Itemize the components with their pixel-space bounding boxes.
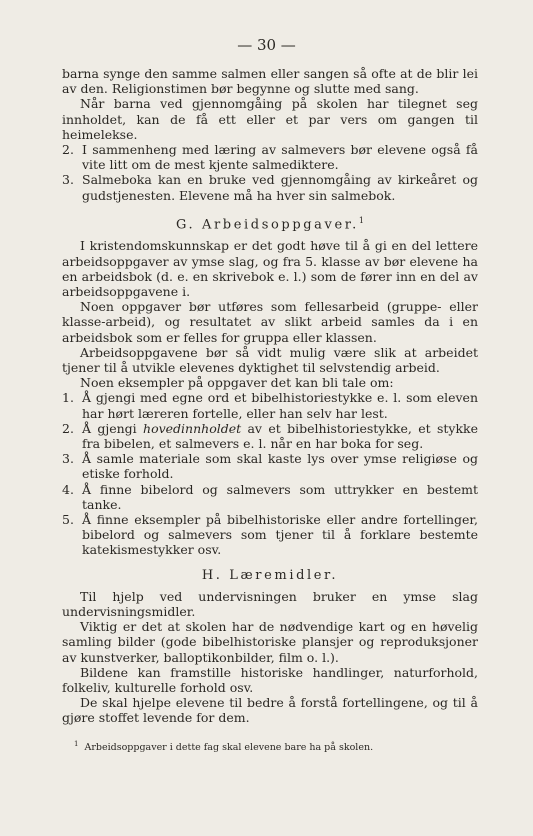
list-text-post: av et bibelhistoriestykke, et stykke fra bibelen, et salmevers e. l. når en har boka for seg. <box>82 420 478 451</box>
paragraph: I kristendomskunnskap er det godt høve til å gi en del lettere arbeidsoppgaver av ymse slag, og fra 5. klasse av bør elevene ha en arbeidsbok (d. e. en skrivebok e. l.) som de fører inn en del av arbeidsoppgavene i. <box>62 238 478 299</box>
list-number: 5. <box>62 512 74 528</box>
section-heading-g <box>62 213 478 233</box>
list-text: Å samle materiale som skal kaste lys over ymse religiøse og etiske forhold. <box>82 451 478 482</box>
emphasized-text: hovedinnholdet <box>143 420 242 436</box>
footnote <box>74 738 474 754</box>
paragraph: Noen oppgaver bør utføres som fellesarbeid (gruppe- eller klasse-arbeid), og resultatet av slikt arbeid samles da i en arbeidsbok som er felles for gruppa eller klassen. <box>62 299 478 345</box>
footnote-marker: 1 <box>358 215 364 225</box>
list-item <box>62 172 478 202</box>
paragraph: Til hjelp ved undervisningen bruker en ymse slag undervisningsmidler. <box>62 588 478 620</box>
list-text: Å finne eksempler på bibelhistoriske eller andre fortellinger, bibelord og salmevers som tjener til å forklare bestemte katekismestykker osv. <box>82 512 478 558</box>
heading-label: G. Arbeidsoppgaver. <box>176 217 359 233</box>
list-number: 4. <box>62 481 74 497</box>
list-text-pre: Å gjengi <box>82 420 144 436</box>
list-text: Å finne bibelord og salmevers som uttrykker en bestemt tanke. <box>82 481 478 512</box>
list-number: 2. <box>62 420 74 436</box>
list-text: I sammenheng med læring av salmevers bør elevene også få vite litt om de mest kjente salmediktere. <box>82 142 478 173</box>
section-heading-h: H. Læremidler. <box>201 567 339 583</box>
paragraph: Bildene kan framstille historiske handlinger, naturforhold, folkeliv, kulturelle forhold osv. <box>62 664 478 696</box>
list-item <box>62 421 478 451</box>
list-number: 3. <box>62 172 74 188</box>
list-text: Å gjengi med egne ord et bibelhistoriestykke e. l. som eleven har hørt læreren fortelle, eller han selv har lest. <box>82 390 478 421</box>
list-item <box>62 512 478 558</box>
list-item <box>62 142 478 172</box>
paragraph: barna synge den samme salmen eller sangen så ofte at de blir lei av den. Religionstimen bør begynne og slutte med sang. <box>62 66 478 97</box>
footnote-text: Arbeidsoppgaver i dette fag skal elevene bare ha på skolen. <box>84 742 374 754</box>
list-item <box>62 482 478 512</box>
paragraph: Noen eksempler på oppgaver det kan bli tale om: <box>80 375 394 391</box>
paragraph: Arbeidsoppgavene bør så vidt mulig være slik at arbeidet tjener til å utvikle elevenes dyktighet til selvstendig arbeid. <box>62 344 478 375</box>
page-number: — 30 — <box>237 36 296 54</box>
list-number: 1. <box>62 390 74 406</box>
body-text <box>62 66 478 726</box>
list-number: 2. <box>62 142 74 158</box>
paragraph: Når barna ved gjennomgåing på skolen har tilegnet seg innholdet, kan de få ett eller et par vers om gangen til heimelekse. <box>62 96 478 142</box>
list-text: Salmeboka kan en bruke ved gjennomgåing av kirkeåret og gudstjenesten. Elevene må ha hver sin salmebok. <box>82 172 478 203</box>
paragraph: Viktig er det at skolen har de nødvendige kart og en høvelig samling bilder (gode bibelhistoriske plansjer og reproduksjoner av kunstverker, balloptikonbilder, film o. l.). <box>62 619 478 665</box>
list-item <box>62 390 478 420</box>
paragraph: De skal hjelpe elevene til bedre å forstå fortellingene, og til å gjøre stoffet levende for dem. <box>62 695 478 726</box>
list-number: 3. <box>62 451 74 467</box>
footnote-number: 1 <box>74 740 79 748</box>
list-item <box>62 451 478 481</box>
